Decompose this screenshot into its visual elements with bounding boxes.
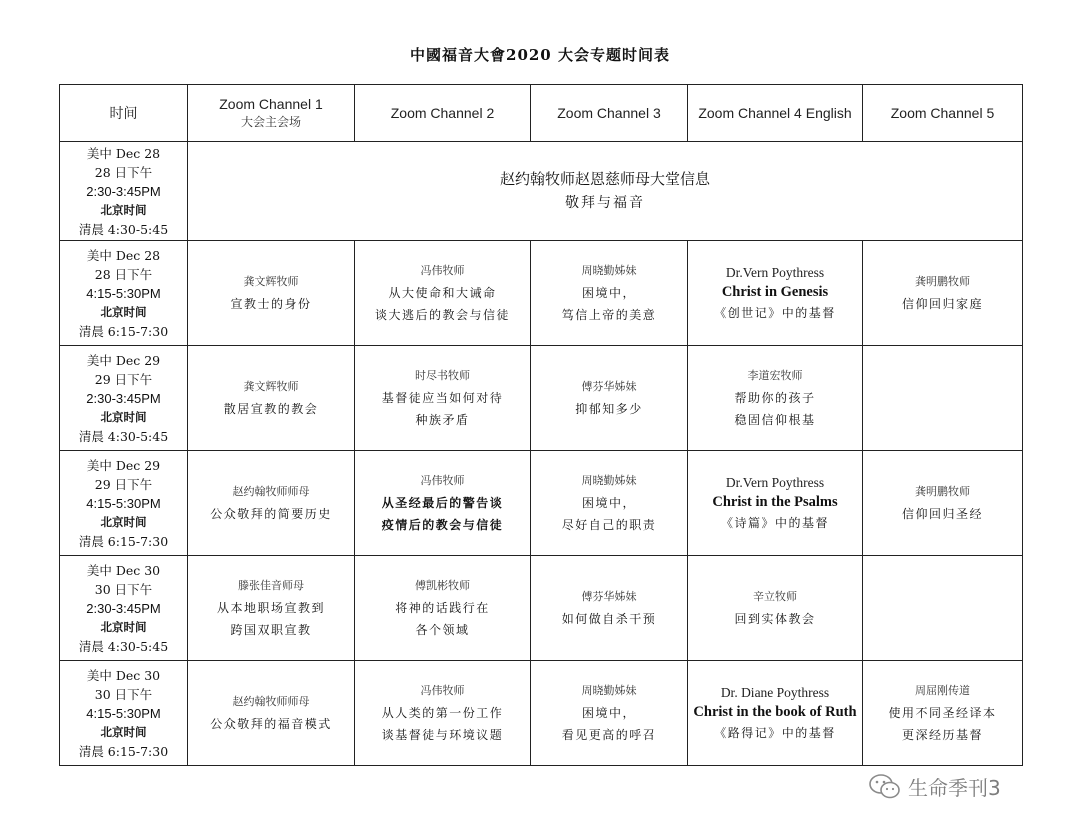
session-topic-line: 更深经历基督 [901, 728, 983, 742]
session-cell-ch1 [188, 556, 355, 661]
session-cell-ch4 [688, 241, 863, 346]
session-cell-ch4 [688, 556, 863, 661]
header-label: Zoom Channel 2 [390, 105, 495, 121]
time-line: 清晨 4:30-5:45 [78, 428, 169, 444]
session-speaker: 龚明鹏牧师 [915, 485, 970, 498]
session-topic-line: 困境中， [581, 496, 636, 510]
session-topic-line: 从本地职场宣教到 [216, 601, 325, 615]
session-cell-ch5 [863, 661, 1023, 766]
header-time [60, 85, 188, 142]
session-topic-line: 从大使命和大诫命 [388, 286, 497, 300]
session-cell-ch3 [531, 346, 688, 451]
session-cell-ch5 [863, 346, 1023, 451]
session-speaker: 时尽书牧师 [415, 369, 470, 382]
session-topic-line: 稳固信仰根基 [734, 413, 816, 427]
session-cell-ch1 [188, 661, 355, 766]
header-channel-3 [531, 85, 688, 142]
session-cell-ch1 [188, 241, 355, 346]
session-topic-line: 从人类的第一份工作 [381, 706, 504, 720]
time-cell [60, 241, 188, 346]
schedule-row [60, 142, 1023, 241]
time-cell [60, 451, 188, 556]
session-cell-ch3 [531, 451, 688, 556]
session-topic-line: 如何做自杀干预 [561, 612, 657, 626]
schedule-row [60, 241, 1023, 346]
session-speaker: 傅芬华姊妹 [581, 590, 637, 603]
session-cell-ch2 [355, 451, 531, 556]
session-topic-line: 信仰回归圣经 [901, 507, 983, 521]
session-speaker: 龚明鹏牧师 [915, 275, 970, 288]
time-line: 北京时间 [100, 202, 147, 217]
session-topic-line: 《诗篇》中的基督 [720, 515, 829, 530]
session-cell-ch5 [863, 451, 1023, 556]
session-speaker: 周晓勤姊妹 [581, 684, 637, 697]
time-line: 清晨 4:30-5:45 [78, 638, 169, 654]
session-topic-line: 公众敬拜的简要历史 [210, 507, 332, 521]
time-line: 28 日下午 [94, 164, 153, 180]
session-speaker: 龚文辉牧师 [243, 275, 299, 288]
session-cell-ch5 [863, 556, 1023, 661]
wechat-icon [868, 773, 902, 801]
time-line: 美中 Dec 30 [86, 562, 161, 578]
session-topic-line: 抑郁知多少 [575, 402, 643, 416]
session-speaker: 冯伟牧师 [420, 684, 465, 697]
time-line: 北京时间 [100, 514, 147, 529]
time-cell [60, 556, 188, 661]
session-cell-ch1 [188, 346, 355, 451]
time-line: 北京时间 [100, 409, 147, 424]
session-topic-line: 困境中， [581, 286, 636, 300]
session-cell-ch2 [355, 661, 531, 766]
time-line: 美中 Dec 29 [86, 457, 161, 473]
session-cell-ch2 [355, 556, 531, 661]
session-topic-line: 种族矛盾 [415, 413, 470, 427]
session-topic-line: 散居宣教的教会 [223, 402, 319, 416]
schedule-row [60, 451, 1023, 556]
session-cell-ch1 [188, 451, 355, 556]
session-topic-line: 笃信上帝的美意 [561, 308, 657, 322]
session-topic-line: 基督徒应当如何对待 [381, 391, 504, 405]
session-speaker: 滕张佳音师母 [238, 579, 304, 592]
time-cell [60, 346, 188, 451]
session-topic-line: 宣教士的身份 [230, 297, 312, 311]
session-speaker: Dr.Vern Poythress [725, 264, 825, 280]
header-row [60, 85, 1023, 142]
plenary-speakers: 赵约翰牧师赵恩慈师母大堂信息 [499, 170, 710, 188]
session-topic-line: 《创世记》中的基督 [714, 305, 836, 320]
session-topic-line: 谈基督徒与环境议题 [381, 728, 504, 742]
time-line: 4:15-5:30PM [86, 495, 161, 511]
session-topic-line: 各个领域 [415, 623, 470, 637]
time-line: 清晨 6:15-7:30 [78, 533, 169, 549]
session-speaker: 傅凯彬牧师 [415, 579, 470, 592]
session-cell-ch3 [531, 556, 688, 661]
session-speaker: Dr. Diane Poythress [720, 684, 830, 700]
session-speaker: 龚文辉牧师 [243, 380, 299, 393]
header-label: Zoom Channel 3 [557, 105, 661, 121]
session-speaker: 赵约翰牧师师母 [232, 695, 310, 708]
session-topic-line: 《路得记》中的基督 [714, 725, 836, 740]
session-speaker: 冯伟牧师 [420, 474, 465, 487]
time-line: 清晨 6:15-7:30 [78, 743, 169, 759]
time-line: 28 日下午 [94, 266, 153, 282]
time-line: 美中 Dec 28 [86, 145, 161, 161]
header-label: 时间 [109, 105, 138, 121]
time-cell [60, 142, 188, 241]
session-speaker: 辛立牧师 [753, 590, 797, 603]
session-topic-line: 尽好自己的职责 [561, 518, 657, 532]
session-cell-ch4 [688, 346, 863, 451]
session-topic-line: Christ in the book of Ruth [693, 703, 857, 720]
plenary-cell [188, 142, 1023, 241]
session-topic-line: 帮助你的孩子 [734, 391, 816, 405]
watermark [868, 772, 1001, 801]
session-cell-ch2 [355, 346, 531, 451]
header-label: Zoom Channel 1 [219, 96, 323, 112]
session-topic-line: Christ in the Psalms [712, 493, 838, 510]
session-topic-line: 将神的话践行在 [395, 601, 490, 615]
time-line: 29 日下午 [94, 371, 153, 387]
time-line: 北京时间 [100, 619, 147, 634]
header-channel-4 [688, 85, 863, 142]
time-line: 清晨 6:15-7:30 [78, 323, 169, 339]
time-line: 30 日下午 [94, 581, 153, 597]
time-line: 2:30-3:45PM [86, 600, 161, 616]
session-speaker: Dr.Vern Poythress [725, 474, 825, 490]
schedule-row [60, 661, 1023, 766]
session-speaker: 周晓勤姊妹 [581, 474, 637, 487]
time-line: 北京时间 [100, 304, 147, 319]
time-line: 2:30-3:45PM [86, 390, 161, 406]
time-line: 美中 Dec 28 [86, 247, 161, 263]
session-topic-line: Christ in Genesis [721, 283, 829, 300]
header-channel-2 [355, 85, 531, 142]
header-sublabel: 大会主会场 [240, 115, 301, 129]
session-topic-line: 困境中， [581, 706, 636, 720]
session-speaker: 周屈刚传道 [915, 684, 970, 697]
session-speaker: 周晓勤姊妹 [581, 264, 637, 277]
session-topic-line: 谈大逃后的教会与信徒 [374, 308, 510, 322]
time-line: 30 日下午 [94, 686, 153, 702]
session-cell-ch2 [355, 241, 531, 346]
header-label: Zoom Channel 5 [890, 105, 995, 121]
schedule-row [60, 556, 1023, 661]
time-cell [60, 661, 188, 766]
time-line: 清晨 4:30-5:45 [78, 221, 169, 237]
session-cell-ch5 [863, 241, 1023, 346]
page-title: 中國福音大會2020 大会专题时间表 [410, 46, 670, 64]
schedule-table [59, 84, 1023, 766]
time-line: 29 日下午 [94, 476, 153, 492]
session-speaker: 傅芬华姊妹 [581, 380, 637, 393]
time-line: 北京时间 [100, 724, 147, 739]
header-label: Zoom Channel 4 English [698, 105, 852, 121]
session-cell-ch4 [688, 451, 863, 556]
schedule-row [60, 346, 1023, 451]
session-cell-ch4 [688, 661, 863, 766]
session-speaker: 冯伟牧师 [420, 264, 465, 277]
session-speaker: 赵约翰牧师师母 [232, 485, 310, 498]
session-cell-ch3 [531, 241, 688, 346]
session-topic-line: 公众敬拜的福音模式 [210, 717, 332, 731]
session-topic-line: 看见更高的呼召 [561, 728, 657, 742]
time-line: 4:15-5:30PM [86, 705, 161, 721]
session-topic-line: 从圣经最后的警告谈 [381, 496, 504, 510]
session-cell-ch3 [531, 661, 688, 766]
session-topic-line: 跨国双职宣教 [230, 623, 312, 637]
time-line: 4:15-5:30PM [86, 285, 161, 301]
watermark-text: 生命季刊3 [908, 776, 1001, 800]
header-channel-1 [188, 85, 355, 142]
time-line: 2:30-3:45PM [86, 183, 161, 199]
plenary-topic: 敬拜与福音 [565, 195, 645, 211]
header-channel-5 [863, 85, 1023, 142]
session-topic-line: 疫情后的教会与信徒 [381, 518, 504, 532]
session-topic-line: 回到实体教会 [734, 612, 816, 626]
time-line: 美中 Dec 30 [86, 667, 161, 683]
session-topic-line: 信仰回归家庭 [901, 297, 983, 311]
time-line: 美中 Dec 29 [86, 352, 161, 368]
session-speaker: 李道宏牧师 [747, 369, 803, 382]
session-topic-line: 使用不同圣经译本 [888, 706, 997, 720]
